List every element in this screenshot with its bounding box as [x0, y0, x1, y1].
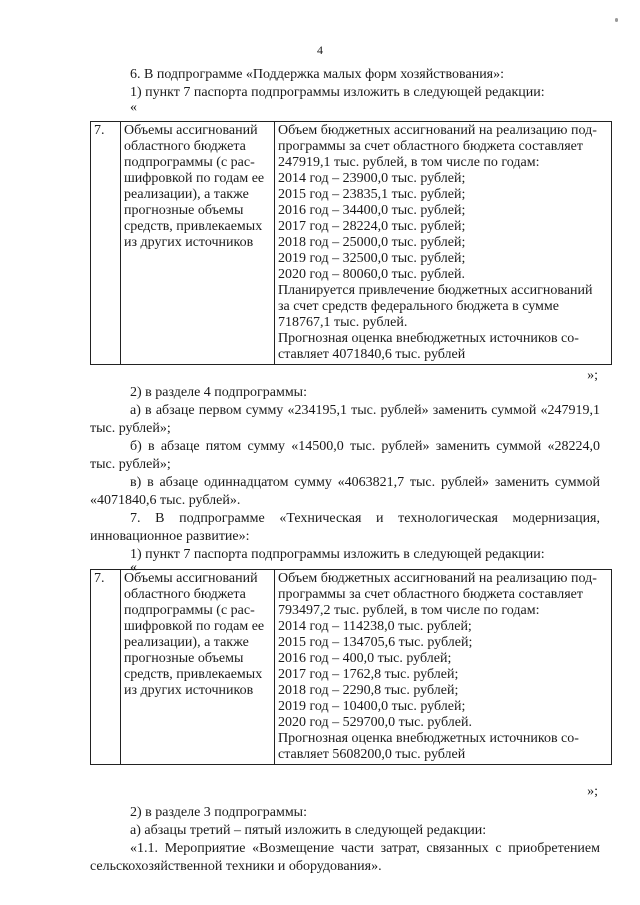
table1-row-content — [275, 122, 612, 365]
table1-line: 2015 год – 23835,1 тыс. рублей; — [278, 187, 466, 202]
table1-line: Объем бюджетных ассигнований на реализацию под- — [278, 123, 597, 138]
section4-item-a: а) в абзаце первом сумму «234195,1 тыс. рублей» заменить суммой «247919,1 тыс. рублей»; — [90, 403, 600, 436]
table1-line: за счет средств федерального бюджета в сумме — [278, 299, 559, 314]
table1-line: 2018 год – 25000,0 тыс. рублей; — [278, 235, 466, 250]
item-6-heading: 6. В подпрограмме «Поддержка малых форм хозяйствования»: — [130, 67, 505, 82]
table1-row-label: Объемы ассигнований областного бюджета подпрограммы (с рас- шифровкой по годам ее реализации), а также прогнозные объемы средств, привлекаемых из других источников — [121, 122, 275, 365]
section3-item-a: а) абзацы третий – пятый изложить в следующей редакции: — [130, 823, 487, 838]
table2-line: 2019 год – 10400,0 тыс. рублей; — [278, 699, 466, 714]
table2-row-content — [275, 570, 612, 765]
section3-heading: 2) в разделе 3 подпрограммы: — [130, 805, 307, 820]
table2-line: Прогнозная оценка внебюджетных источников со- — [278, 731, 579, 746]
table1-line: Прогнозная оценка внебюджетных источников со- — [278, 331, 579, 346]
table1-line: программы за счет областного бюджета составляет — [278, 139, 583, 154]
table2-line: 2016 год – 400,0 тыс. рублей; — [278, 651, 452, 666]
passport-table-1 — [90, 121, 612, 365]
item-7-1: 1) пункт 7 паспорта подпрограммы изложить в следующей редакции: — [130, 547, 545, 562]
close-quote-1: »; — [587, 368, 598, 383]
table1-line: 2019 год – 32500,0 тыс. рублей; — [278, 251, 466, 266]
section4-item-c: в) в абзаце одиннадцатом сумму «4063821,7 тыс. рублей» заменить суммой «4071840,6 тыс. рублей». — [90, 475, 600, 508]
table1-line: 2014 год – 23900,0 тыс. рублей; — [278, 171, 466, 186]
passport-table-2 — [90, 569, 612, 765]
scan-mark — [615, 18, 618, 22]
table2-line: 2014 год – 114238,0 тыс. рублей; — [278, 619, 472, 634]
page-number: 4 — [317, 43, 323, 57]
table2-line: программы за счет областного бюджета составляет — [278, 587, 583, 602]
table2-row-number: 7. — [91, 570, 121, 765]
open-quote-2: « — [130, 560, 137, 575]
table1-line: 2016 год – 34400,0 тыс. рублей; — [278, 203, 466, 218]
table2-line: 2020 год – 529700,0 тыс. рублей. — [278, 715, 472, 730]
table2-line: 2017 год – 1762,8 тыс. рублей; — [278, 667, 459, 682]
table1-line: 2020 год – 80060,0 тыс. рублей. — [278, 267, 465, 282]
table1-line: 247919,1 тыс. рублей, в том числе по годам: — [278, 155, 540, 170]
item-7-heading: 7. В подпрограмме «Техническая и технологическая модернизация, инновационное развитие»: — [90, 511, 600, 544]
table2-row-label: Объемы ассигнований областного бюджета подпрограммы (с рас- шифровкой по годам ее реализации), а также прогнозные объемы средств, привлекаемых из других источников — [121, 570, 275, 765]
open-quote-1: « — [130, 100, 137, 115]
table2-line: Объем бюджетных ассигнований на реализацию под- — [278, 571, 597, 586]
table1-row-number: 7. — [91, 122, 121, 365]
table2-line: 2015 год – 134705,6 тыс. рублей; — [278, 635, 473, 650]
section3-measure: «1.1. Мероприятие «Возмещение части затрат, связанных с приобретением сельскохозяйственной техники и оборудования». — [90, 841, 600, 874]
table2-line: 2018 год – 2290,8 тыс. рублей; — [278, 683, 459, 698]
section4-item-b: б) в абзаце пятом сумму «14500,0 тыс. рублей» заменить суммой «28224,0 тыс. рублей»; — [90, 439, 600, 472]
table2-line: ставляет 5608200,0 тыс. рублей — [278, 747, 466, 762]
table1-line: 718767,1 тыс. рублей. — [278, 315, 408, 330]
table1-line: Планируется привлечение бюджетных ассигнований — [278, 283, 593, 298]
table1-line: 2017 год – 28224,0 тыс. рублей; — [278, 219, 466, 234]
table2-line: 793497,2 тыс. рублей, в том числе по годам: — [278, 603, 540, 618]
table1-line: ставляет 4071840,6 тыс. рублей — [278, 347, 466, 362]
section4-heading: 2) в разделе 4 подпрограммы: — [130, 385, 307, 400]
item-6-1: 1) пункт 7 паспорта подпрограммы изложить в следующей редакции: — [130, 85, 545, 100]
close-quote-2: »; — [587, 784, 598, 799]
